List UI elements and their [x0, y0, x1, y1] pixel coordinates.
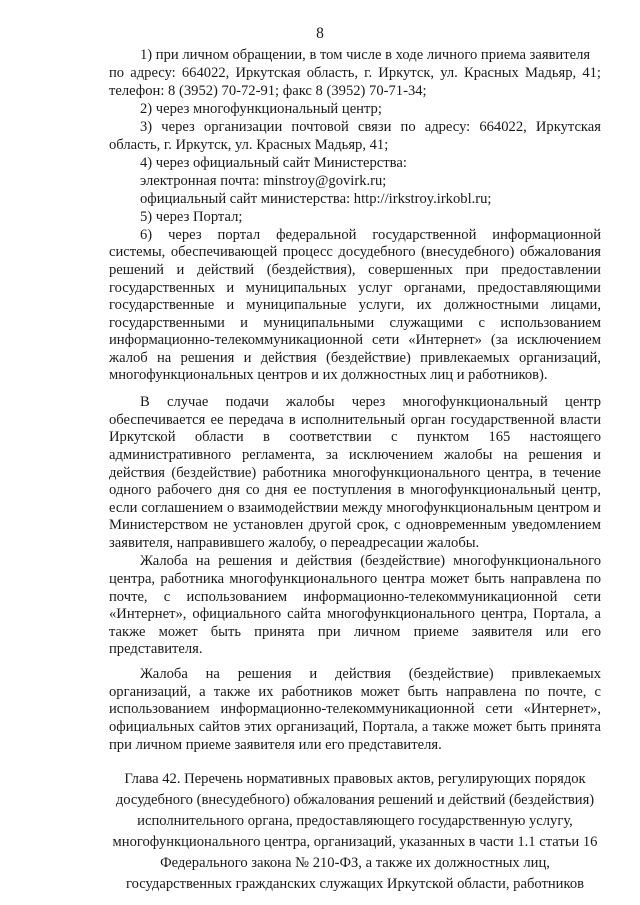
body-line: государственные и муниципальные услуги, их должностными лицами,	[109, 297, 601, 314]
body-line: 3) через организации почтовой связи по адресу: 664022, Иркутская	[140, 118, 601, 135]
body-line: 2) через многофункциональный центр;	[140, 101, 382, 118]
body-line: заявителя, направившего жалобу, о переадресации жалобы.	[109, 534, 480, 551]
body-line: 1) при личном обращении, в том числе в ходе личного приема заявителя	[140, 47, 591, 64]
body-line: жалоб на решения и действия (бездействие) привлекаемых организаций,	[109, 349, 601, 366]
body-line: при личном приеме заявителя или его представителя.	[109, 736, 442, 753]
body-line: государственными и муниципальными служащими с использованием	[109, 314, 601, 331]
body-line: организаций, а также их работников может быть направлена по почте, с	[109, 683, 601, 700]
body-line: многофункциональных центров и их должностных лиц и работников).	[109, 367, 548, 384]
body-line: 5) через Портал;	[140, 209, 243, 226]
body-line: телефон: 8 (3952) 70-72-91; факс 8 (3952) 70-71-34;	[109, 82, 427, 99]
body-line: если соглашением о взаимодействии между многофункциональным центром и	[109, 499, 601, 516]
body-line: 4) через официальный сайт Министерства:	[140, 154, 407, 171]
body-line: Жалоба на решения и действия (бездействие) многофункционального	[140, 553, 601, 570]
chapter-heading-line: Глава 42. Перечень нормативных правовых актов, регулирующих порядок	[124, 771, 586, 787]
body-line: официальный сайт министерства: http://irkstroy.irkobl.ru;	[140, 190, 492, 207]
chapter-heading-line: государственных гражданских служащих Иркутской области, работников	[125, 876, 585, 892]
body-line: область, г. Иркутск, ул. Красных Мадьяр, 41;	[109, 137, 389, 154]
body-line: по адресу: 664022, Иркутская область, г. Иркутск, ул. Красных Мадьяр, 41;	[109, 64, 601, 81]
body-line: Иркутской области в соответствии с пунктом 165 настоящего	[109, 429, 601, 446]
chapter-heading-line: многофункционального центра, организаций, указанных в части 1.1 статьи 16	[112, 834, 598, 850]
body-line: решений и действий (бездействия), совершенных при предоставлении	[109, 262, 601, 278]
body-line: 6) через портал федеральной государственной информационной	[140, 226, 601, 243]
body-line: «Интернет», официального сайта многофункционального центра, Портала, а	[109, 606, 601, 623]
chapter-heading-line: исполнительного органа, предоставляющего государственную услугу,	[137, 813, 573, 829]
body-line: информационно-телекоммуникационной сети «Интернет» (за исключением	[109, 332, 601, 349]
body-line: Министерством не установлен другой срок, с одновременным уведомлением	[109, 517, 601, 534]
body-line: также может быть принята при личном приеме заявителя или его	[109, 623, 601, 640]
body-line: системы, обеспечивающей процесс досудебного (внесудебного) обжалования	[109, 244, 601, 261]
page-number: 8	[316, 25, 324, 42]
body-line: центра, работника многофункционального центра может быть направлена по	[109, 570, 601, 587]
body-line: Жалоба на решения и действия (бездействие) привлекаемых	[140, 666, 601, 683]
body-line: государственных и муниципальных услуг органами, предоставляющими	[109, 279, 601, 296]
body-line: почте, с использованием информационно-телекоммуникационной сети	[109, 588, 601, 605]
chapter-heading-line: досудебного (внесудебного) обжалования решений и действий (бездействия)	[115, 792, 595, 808]
body-line: использованием информационно-телекоммуникационной сети «Интернет»,	[109, 701, 601, 718]
body-line: В случае подачи жалобы через многофункциональный центр	[140, 394, 601, 411]
body-line: действия (бездействие) работника многофункционального центра, в течение	[109, 464, 601, 481]
body-line: представителя.	[109, 641, 203, 658]
body-line: официальных сайтов этих организаций, Портала, а также может быть принята	[109, 718, 601, 735]
body-line: обеспечивается ее передача в исполнительный орган государственной власти	[109, 411, 601, 428]
body-line: электронная почта: minstroy@govirk.ru;	[140, 173, 387, 190]
chapter-heading-line: Федерального закона № 210-ФЗ, а также их должностных лиц,	[160, 855, 550, 871]
body-line: административного регламента, за исключением жалобы на решения и	[109, 447, 601, 463]
body-line: одного рабочего дня со дня ее поступления в многофункциональный центр,	[109, 482, 601, 499]
